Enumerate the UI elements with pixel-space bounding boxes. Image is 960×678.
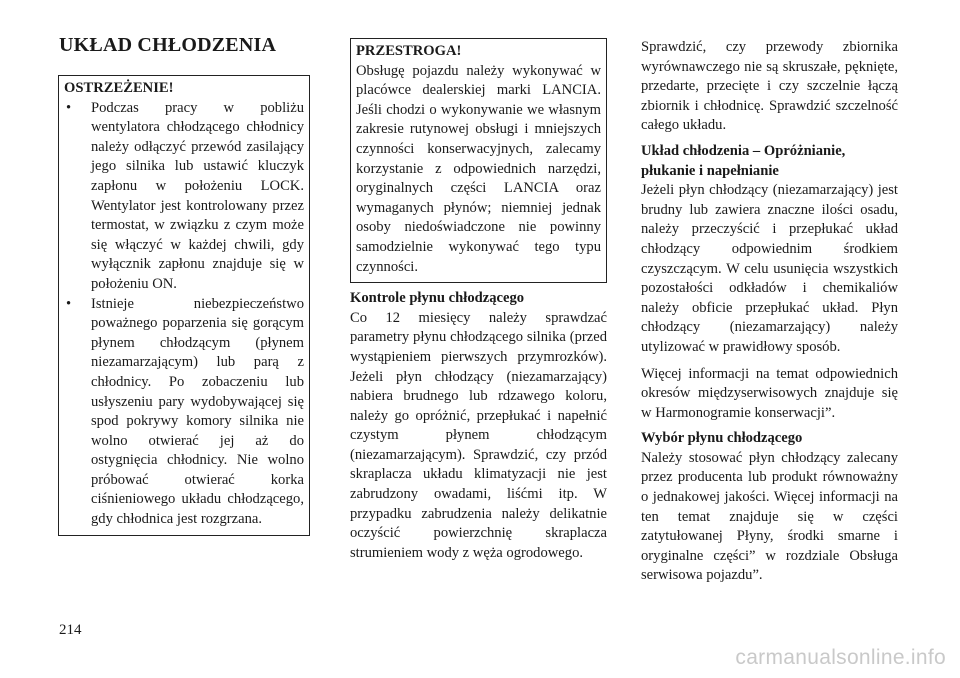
bullet-icon: • <box>66 99 72 116</box>
caution-box <box>350 38 607 283</box>
warning-item <box>64 99 304 295</box>
bullet-icon: • <box>66 295 72 312</box>
warning-title: OSTRZEŻENIE! <box>64 80 174 96</box>
drain-flush-fill-title: Układ chłodzenia – Opróżnianie, płukanie i napełnianie <box>641 142 846 179</box>
coolant-check-title: Kontrole płynu chłodzącego <box>350 290 525 307</box>
page-number: 214 <box>59 622 82 638</box>
warning-item-text: Podczas pracy w pobliżu wentylatora chłodzącego chłodnicy należy odłączyć przewód zasilający jego silnika lub ustawić kluczyk zapłonu w położeniu LOCK. Wentylator jest kontrolowany przez termostat, w związku z czym może się włączyć w każdej chwili, gdy wyłącznik zapłonu znajduje się w położeniu ON. <box>91 99 304 292</box>
coolant-selection-text: Należy stosować płyn chłodzący zalecany przez producenta lub produkt równoważny o jednakowej jakości. Więcej informacji na ten temat znajduje się w części zatytułowanej Płyny, środki smarne i oryginalne części” w rozdziale Obsługa serwisowa pojazdu”. <box>641 449 898 584</box>
coolant-check-text: Co 12 miesięcy należy sprawdzać parametry płynu chłodzącego silnika (przed wystąpieniem pierwszych przymrozków). Jeżeli płyn chłodzący (niezamarzający) nabiera brudnego lub rdzawego koloru, należy go opróżnić, przepłukać i napełnić czystym płynem chłodzącym (niezamarzającym). Sprawdzić, czy przód skraplacza układu klimatyzacji nie jest zabrudzony owadami, liśćmi itp. W przypadku zabrudzenia należy delikatnie oczyścić powierzchnię skraplacza strumieniem wody z węża ogrodowego. <box>350 309 607 561</box>
maintenance-info-text: Więcej informacji na temat odpowiednich okresów międzyserwisowych znajduje się w Harmonogramie konserwacji”. <box>641 365 898 421</box>
page-title: UKŁAD CHŁODZENIA <box>59 34 277 56</box>
warning-list <box>64 99 304 530</box>
coolant-selection-title: Wybór płynu chłodzącego <box>641 430 803 447</box>
column-right <box>641 38 898 586</box>
warning-box <box>58 75 310 536</box>
warning-item <box>64 295 304 530</box>
caution-title: PRZESTROGA! <box>356 43 462 59</box>
column-middle <box>350 38 607 563</box>
warning-item-text: Istnieje niebezpieczeństwo poważnego poparzenia się gorącym płynem chłodzącym (płynem niezamarzającym) lub parą z chłodnicy. Po zobaczeniu lub usłyszeniu pary wydobywającej się spod pokrywy komory silnika nie wolno otwierać jej aż do ostygnięcia chłodnicy. Nie wolno próbować otwierać korka ciśnieniowego układu chłodzącego, gdy chłodnica jest rozgrzana. <box>91 295 304 528</box>
caution-text: Obsługę pojazdu należy wykonywać w placówce dealerskiej marki LANCIA. Jeśli chodzi o wykonywanie we własnym zakresie rutynowej obsługi i mniejszych czynności konserwacyjnych, zalecamy korzystanie z odpowiednich narzędzi, oryginalnych części LANCIA oraz wymaganych płynów; niemniej jednak osoby niedoświadczone nie powinny samodzielnie wykonywać tego typu czynności. <box>356 62 601 275</box>
drain-flush-fill-text: Jeżeli płyn chłodzący (niezamarzający) jest brudny lub zawiera znaczne ilości osadu, należy przeczyścić i przepłukać układ chłodzący odpowiednim środkiem czyszczącym. W celu usunięcia wszystkich pozostałości odkładów i chemikaliów należy obficie przepłukać układ. Płyn chłodzący (niezamarzający) należy utylizować w prawidłowy sposób. <box>641 182 898 355</box>
column-left <box>58 75 310 536</box>
watermark: carmanualsonline.info <box>735 646 946 669</box>
hoses-check-text: Sprawdzić, czy przewody zbiornika wyrównawczego nie są skruszałe, pęknięte, przedarte, przecięte i czy szczelnie łączą zbiornik i chłodnicę. Sprawdzić szczelność całego układu. <box>641 39 898 134</box>
